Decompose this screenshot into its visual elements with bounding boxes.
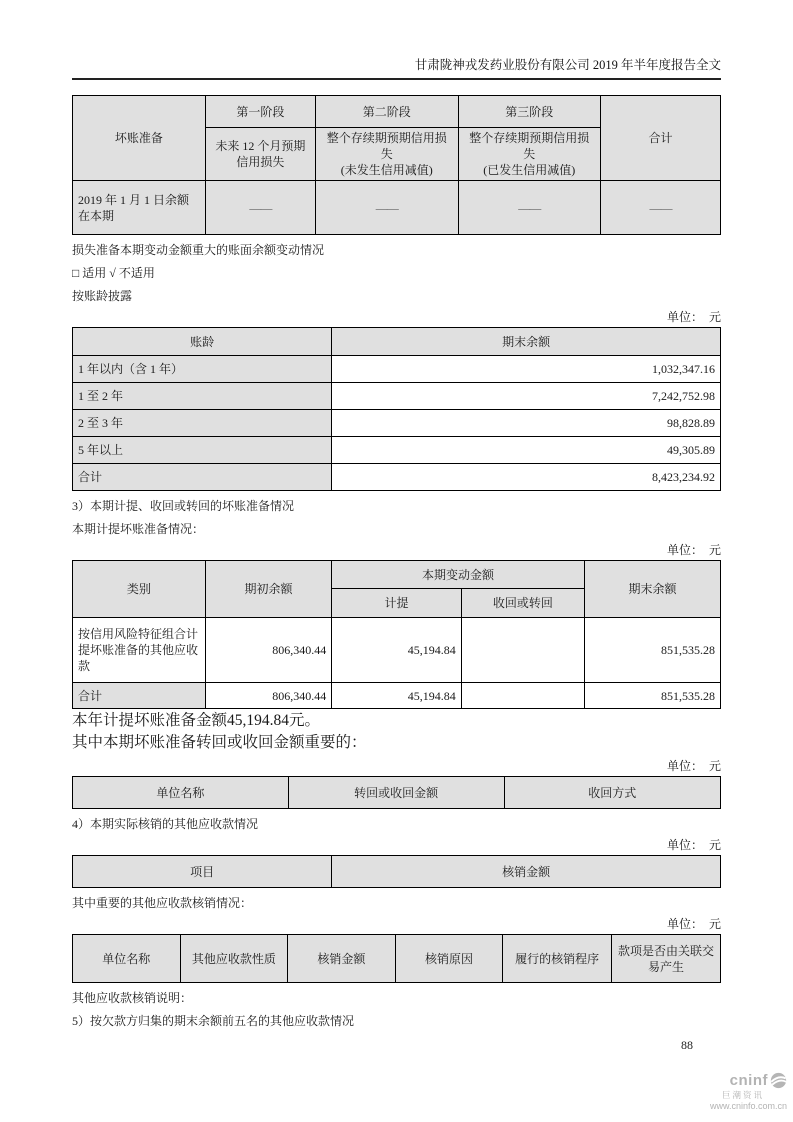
balance-total-value: —— <box>601 181 721 235</box>
stage3-sub-line1: 整个存续期预期信用损失 <box>469 131 590 161</box>
stage2-sub-cell <box>315 128 458 181</box>
aging-total-value: 8,423,234.92 <box>332 464 721 491</box>
provision-total-closing: 851,535.28 <box>584 683 720 709</box>
unit-label: 单位： 元 <box>666 759 721 773</box>
aging-header-row <box>73 328 721 356</box>
aging-col-balance: 期末余额 <box>332 328 721 356</box>
aging-value: 98,828.89 <box>332 410 721 437</box>
col-closing: 期末余额 <box>584 561 720 618</box>
stage2-sub-line2: (未发生信用减值) <box>340 163 433 177</box>
section-4-title: 4）本期实际核销的其他应收款情况 <box>72 817 259 831</box>
aging-label: 5 年以上 <box>73 437 332 464</box>
unit-label: 单位： 元 <box>666 543 721 557</box>
provision-recovery <box>461 618 584 683</box>
balance-stage2-value: —— <box>315 181 458 235</box>
stage2-sub-line1: 整个存续期预期信用损失 <box>326 131 447 161</box>
stage2-cell: 第二阶段 <box>315 96 458 128</box>
detail-col-unit: 单位名称 <box>73 935 181 983</box>
provision-amount-statement: 本年计提坏账准备金额45,194.84元。 <box>72 712 321 729</box>
cninfo-logo-row <box>699 1072 787 1089</box>
detail-col-nature: 其他应收款性质 <box>180 935 288 983</box>
aging-row <box>73 410 721 437</box>
recovery-table <box>72 776 721 809</box>
stage-total-cell: 合计 <box>601 96 721 181</box>
provision-accrual: 45,194.84 <box>332 618 462 683</box>
stage3-sub-cell <box>458 128 601 181</box>
aging-value: 49,305.89 <box>332 437 721 464</box>
stage3-cell: 第三阶段 <box>458 96 601 128</box>
recovery-col-unit: 单位名称 <box>73 777 289 809</box>
unit-label: 单位： 元 <box>666 838 721 852</box>
section-3-title: 3）本期计提、收回或转回的坏账准备情况 <box>72 499 295 513</box>
cninfo-logo-subtitle: 巨潮资讯 <box>721 1090 764 1100</box>
section-5-title: 5）按欠款方归集的期末余额前五名的其他应收款情况 <box>72 1014 355 1028</box>
page-number: 88 <box>681 1038 693 1052</box>
page-content <box>72 0 721 1029</box>
col-category: 类别 <box>73 561 206 618</box>
aging-table <box>72 327 721 491</box>
provision-total-opening: 806,340.44 <box>205 683 331 709</box>
stage-header-row <box>73 96 721 128</box>
aging-total-row <box>73 464 721 491</box>
stage-balance-row <box>73 181 721 235</box>
detail-col-reason: 核销原因 <box>395 935 503 983</box>
aging-total-label: 合计 <box>73 464 332 491</box>
aging-label: 2 至 3 年 <box>73 410 332 437</box>
aging-label: 1 至 2 年 <box>73 383 332 410</box>
aging-row <box>73 383 721 410</box>
cninfo-logo-url: www.cninfo.com.cn <box>709 1101 787 1111</box>
aging-row <box>73 356 721 383</box>
detail-col-amount: 核销金额 <box>288 935 396 983</box>
cninfo-swirl-icon <box>770 1072 787 1089</box>
reversal-note: 其中本期坏账准备转回或收回金额重要的： <box>72 734 367 751</box>
writeoff-note: 其他应收款核销说明： <box>72 991 193 1005</box>
provision-opening: 806,340.44 <box>205 618 331 683</box>
col-opening: 期初余额 <box>205 561 331 618</box>
writeoff-important-note: 其中重要的其他应收款核销情况： <box>72 896 253 910</box>
writeoff-detail-table <box>72 934 721 983</box>
provision-table <box>72 560 721 709</box>
change-note: 损失准备本期变动金额重大的账面余额变动情况 <box>72 243 325 257</box>
balance-stage3-value: —— <box>458 181 601 235</box>
aging-col-age: 账龄 <box>73 328 332 356</box>
cninfo-logo <box>699 1072 787 1112</box>
aging-value: 1,032,347.16 <box>332 356 721 383</box>
writeoff-detail-header-row <box>73 935 721 983</box>
unit-label: 单位： 元 <box>666 917 721 931</box>
stage1-cell: 第一阶段 <box>205 96 315 128</box>
report-title: 甘肃陇神戎发药业股份有限公司 2019 年半年度报告全文 <box>414 58 721 72</box>
provision-closing: 851,535.28 <box>584 618 720 683</box>
provision-total-accrual: 45,194.84 <box>332 683 462 709</box>
aging-label: 1 年以内（含 1 年） <box>73 356 332 383</box>
col-change: 本期变动金额 <box>332 561 585 589</box>
applicable-line: □ 适用 √ 不适用 <box>72 266 155 280</box>
provision-total-label: 合计 <box>73 683 206 709</box>
col-accrual: 计提 <box>332 589 462 618</box>
stage1-sub-cell: 未来 12 个月预期信用损失 <box>205 128 315 181</box>
stage3-sub-line2: (已发生信用减值) <box>483 163 576 177</box>
writeoff-col-item: 项目 <box>73 856 332 888</box>
cninfo-logo-text: cninf <box>729 1072 768 1089</box>
writeoff-table <box>72 855 721 888</box>
stage-table <box>72 95 721 235</box>
detail-col-procedure: 履行的核销程序 <box>503 935 612 983</box>
col-recovery: 收回或转回 <box>461 589 584 618</box>
detail-col-related: 款项是否由关联交易产生 <box>612 935 721 983</box>
unit-label: 单位： 元 <box>666 310 721 324</box>
recovery-col-amount: 转回或收回金额 <box>288 777 504 809</box>
writeoff-header-row <box>73 856 721 888</box>
provision-note: 本期计提坏账准备情况： <box>72 522 205 536</box>
recovery-col-method: 收回方式 <box>504 777 720 809</box>
recovery-header-row <box>73 777 721 809</box>
writeoff-col-amount: 核销金额 <box>332 856 721 888</box>
provision-data-row <box>73 618 721 683</box>
aging-disclosure: 按账龄披露 <box>72 289 133 303</box>
page-header <box>72 0 721 80</box>
provision-header-row <box>73 561 721 589</box>
balance-stage1-value: —— <box>205 181 315 235</box>
provision-category: 按信用风险特征组合计提坏账准备的其他应收款 <box>73 618 206 683</box>
aging-row <box>73 437 721 464</box>
provision-total-recovery <box>461 683 584 709</box>
stage-corner-cell: 坏账准备 <box>73 96 206 181</box>
balance-row-label: 2019 年 1 月 1 日余额在本期 <box>73 181 206 235</box>
aging-value: 7,242,752.98 <box>332 383 721 410</box>
provision-total-row <box>73 683 721 709</box>
